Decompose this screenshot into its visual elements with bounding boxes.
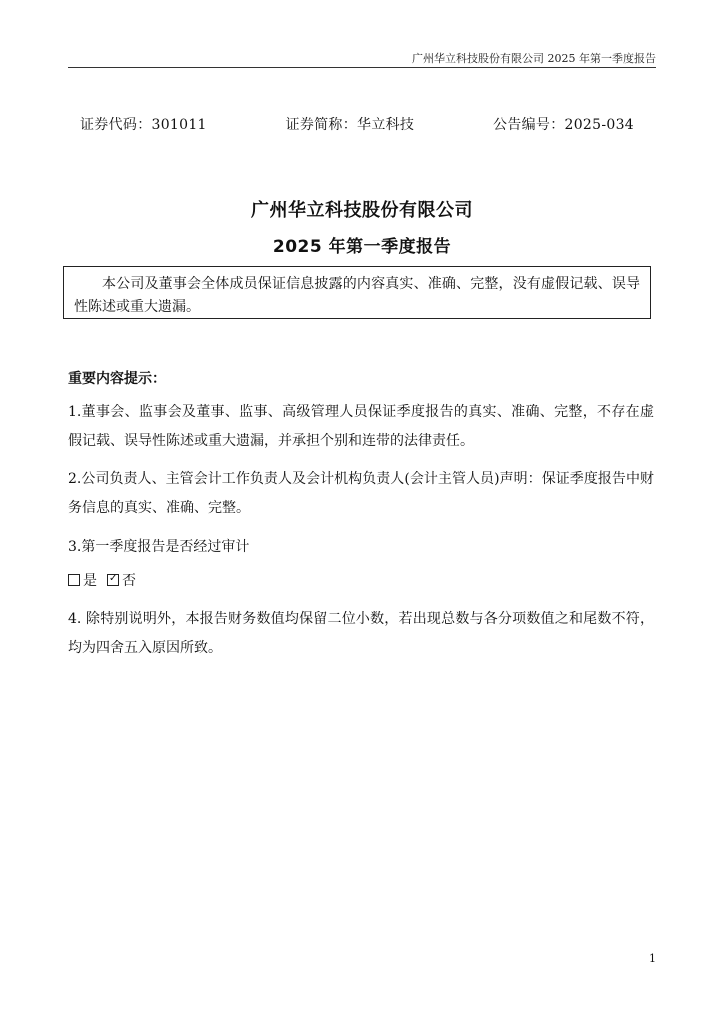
audit-yes-label: 是 [83, 573, 97, 589]
page-number: 1 [649, 952, 656, 965]
company-title: 广州华立科技股份有限公司 [251, 200, 473, 221]
disclosure-notice-box: 本公司及董事会全体成员保证信息披露的内容真实、准确、完整，没有虚假记载、误导性陈述或重大遗漏。 [63, 266, 651, 319]
meta-row [80, 114, 634, 134]
report-title: 2025 年第一季度报告 [272, 237, 452, 257]
paragraph-3: 3.第一季度报告是否经过审计 [68, 539, 250, 555]
running-header: 广州华立科技股份有限公司 2025 年第一季度报告 [412, 52, 656, 65]
paragraph-1: 1.董事会、监事会及董事、监事、高级管理人员保证季度报告的真实、准确、完整，不存在虚假记载、误导性陈述或重大遗漏，并承担个别和连带的法律责任。 [68, 404, 654, 449]
paragraph-2: 2.公司负责人、主管会计工作负责人及会计机构负责人(会计主管人员)声明：保证季度报告中财务信息的真实、准确、完整。 [68, 471, 654, 516]
securities-code: 证券代码：301011 [80, 117, 207, 133]
audit-options [68, 570, 136, 590]
checked-box-icon [107, 574, 119, 586]
paragraph-4: 4. 除特别说明外，本报告财务数值均保留二位小数，若出现总数与各分项数值之和尾数不符，均为四舍五入原因所致。 [68, 611, 654, 656]
header-rule [68, 67, 656, 68]
section-heading: 重要内容提示： [68, 371, 166, 387]
unchecked-box-icon [68, 574, 80, 586]
securities-short-name: 证券简称：华立科技 [285, 117, 415, 133]
audit-no-label: 否 [122, 573, 136, 589]
notice-number: 公告编号：2025-034 [493, 117, 634, 133]
